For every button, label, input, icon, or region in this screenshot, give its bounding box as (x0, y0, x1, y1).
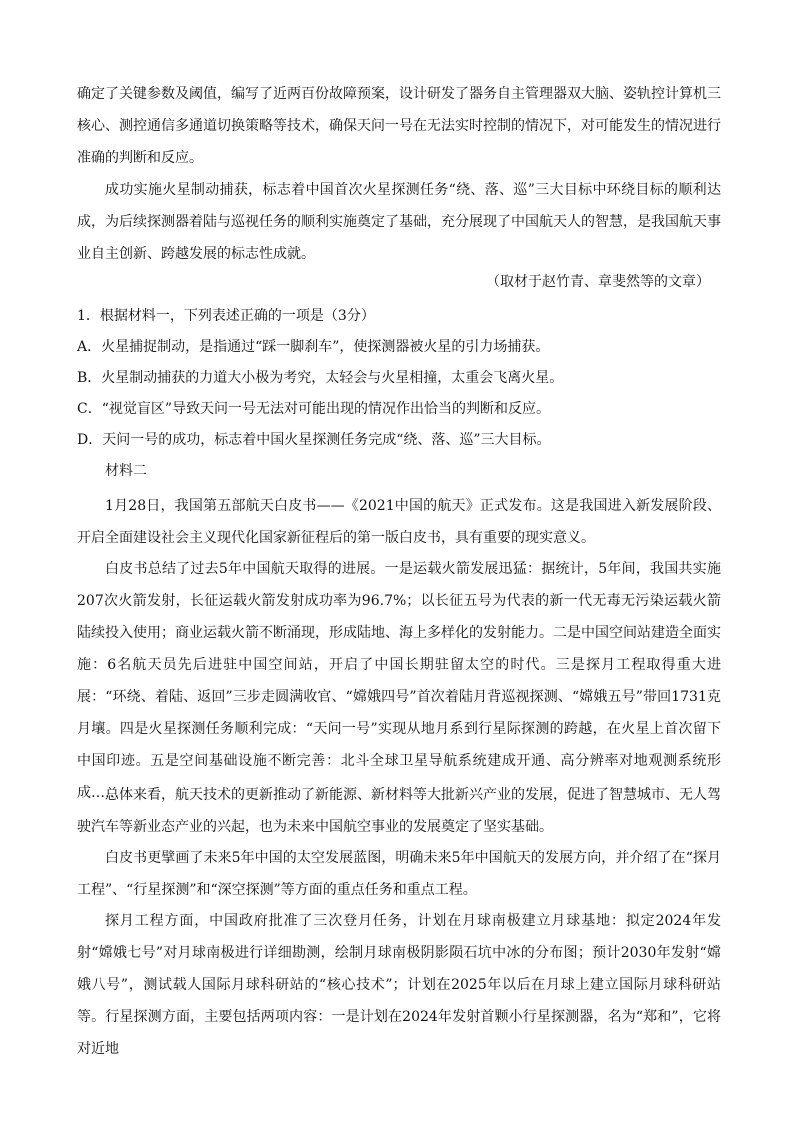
paragraph-1: 确定了关键参数及阈值，编写了近两百份故障预案，设计研发了器务自主管理器双大脑、姿轨控计算机三核心、测控通信多通道切换策略等技术，确保天问一号在无法实时控制的情况下，对可能发生的情况进行准确的判断和反应。 (77, 86, 721, 166)
paragraph-2: 成功实施火星制动捕获，标志着中国首次火星探测任务“绕、落、巡”三大目标中环绕目标的顺利达成，为后续探测器着陆与巡视任务的顺利实施奠定了基础，充分展现了中国航天人的智慧，是我国航天事业自主创新、跨越发展的标志性成就。 (77, 182, 721, 262)
paragraph-6: 白皮书更擘画了未来5年中国的太空发展蓝图，明确未来5年中国航天的发展方向，并介绍了在“探月工程”、“行星探测”和“深空探测”等方面的重点任务和重点工程。 (77, 850, 721, 898)
paragraph-4: 白皮书总结了过去5年中国航天取得的进展。一是运载火箭发展迅猛：据统计，5年间，我国共实施207次火箭发射，长征运载火箭发射成功率为96.7%；以长征五号为代表的新一代无毒无污染运载火箭陆续投入使用；商业运载火箭不断涌现，形成陆地、海上多样化的发射能力。二是中国空间站建造全面实施：6名航天员先后进驻中国空间站，开启了中国长期驻留太空的时代。三是探月工程取得重大进展：“环绕、着陆、返回”三步走圆满收官、“嫦娥四号”首次着陆月背巡视探测、“嫦娥五号”带回1731克月壤。四是火星探测任务顺利完成：“天问一号”实现从地月系到行星际探测的跨越，在火星上首次留下中国印迹。五是空间基础设施不断完善：北斗全球卫星导航系统建成开通、高分辨率对地观测系统形成…… (77, 561, 721, 801)
option-a: A．火星捕捉制动，是指通过“踩一脚刹车”，使探测器被火星的引力场捕获。 (77, 339, 550, 355)
source-attribution: （取材于赵竹青、章斐然等的文章） (486, 274, 710, 290)
question-1: 1．根据材料一，下列表述正确的一项是（3分） (77, 308, 375, 324)
option-c: C．“视觉盲区”导致天问一号无法对可能出现的情况作出恰当的判断和反应。 (77, 401, 551, 417)
paragraph-3: 1月28日，我国第五部航天白皮书——《2021中国的航天》正式发布。这是我国进入新发展阶段、开启全面建设社会主义现代化国家新征程后的第一版白皮书，具有重要的现实意义。 (77, 498, 721, 546)
section-heading-material-2: 材料二 (105, 463, 147, 479)
option-b: B．火星制动捕获的力道大小极为考究，太轻会与火星相撞，太重会飞离火星。 (77, 370, 564, 386)
paragraph-7: 探月工程方面，中国政府批准了三次登月任务，计划在月球南极建立月球基地：拟定2024年发射“嫦娥七号”对月球南极进行详细勘测，绘制月球南极阴影陨石坑中冰的分布图；预计2030年发射“嫦娥八号”，测试载人国际月球科研站的“核心技术”；计划在2025年以后在月球上建立国际月球科研站等。行星探测方面，主要包括两项内容：一是计划在2024年发射首颗小行星探测器，名为“郑和”，它将对近地 (77, 913, 721, 1057)
option-d: D．天问一号的成功，标志着中国火星探测任务完成“绕、落、巡”三大目标。 (77, 432, 551, 448)
paragraph-5: 总体来看，航天技术的更新推动了新能源、新材料等大批新兴产业的发展，促进了智慧城市、无人驾驶汽车等新业态产业的兴起，也为未来中国航空事业的发展奠定了坚实基础。 (77, 787, 721, 835)
